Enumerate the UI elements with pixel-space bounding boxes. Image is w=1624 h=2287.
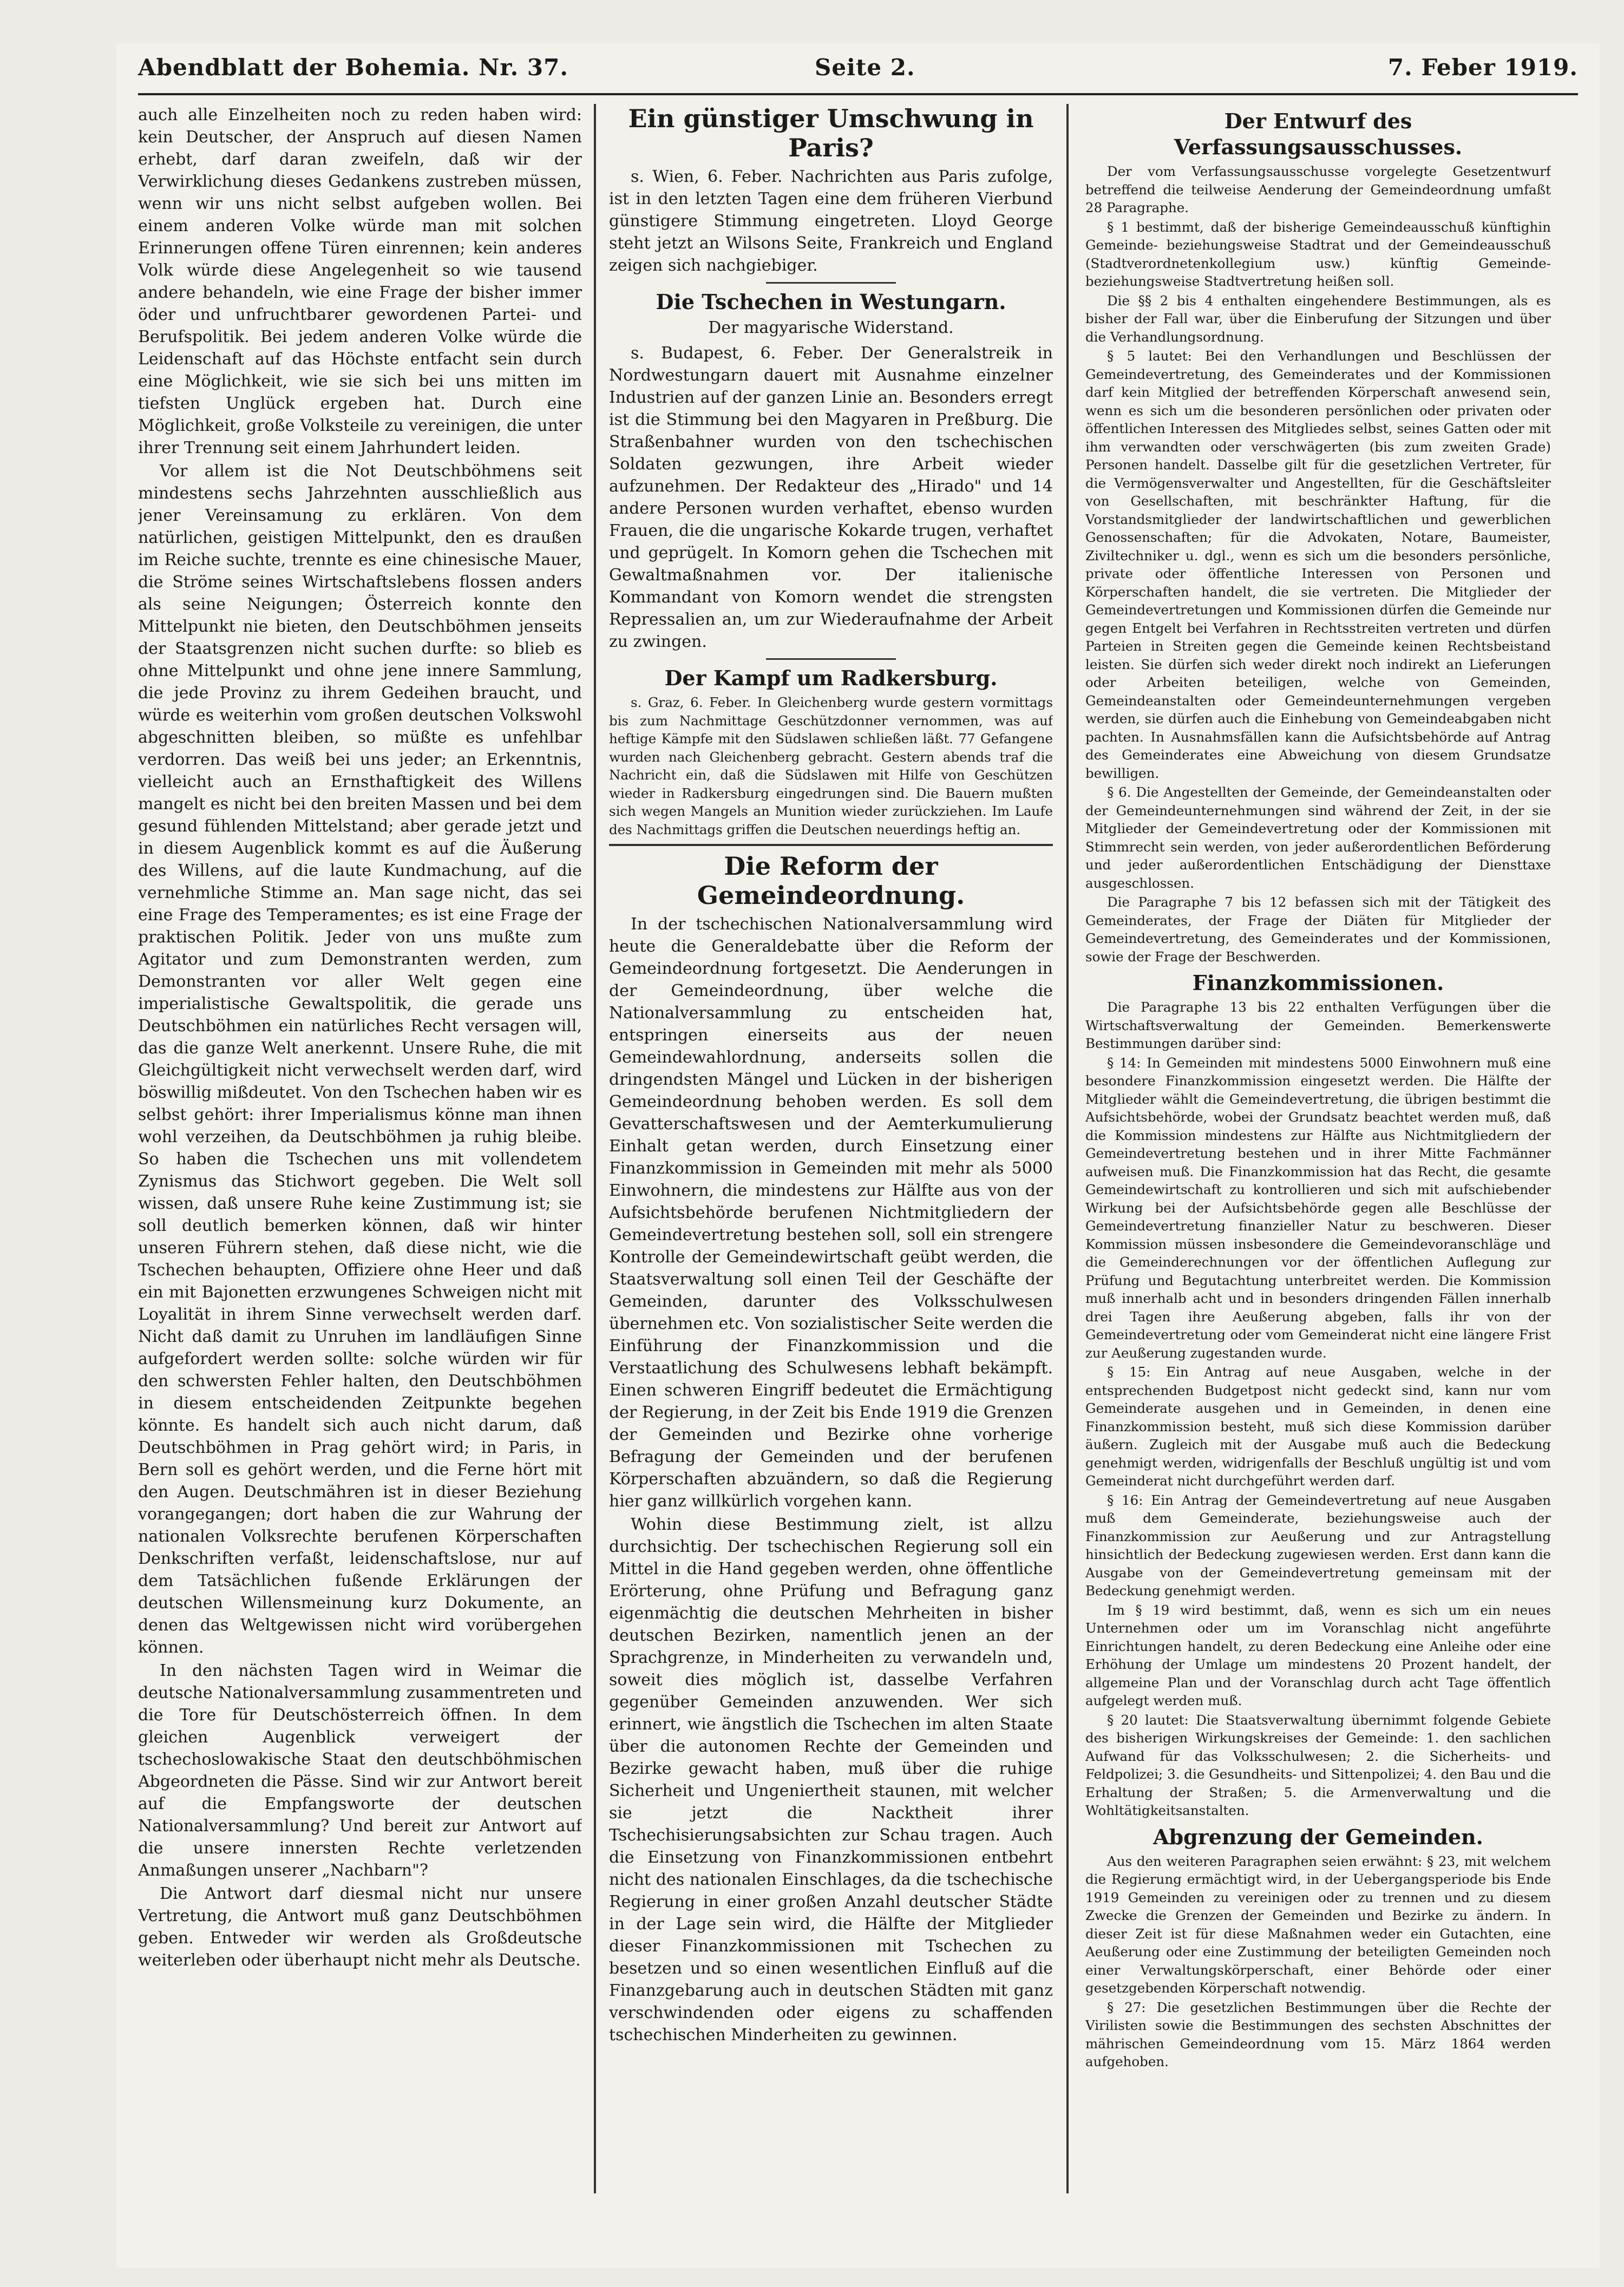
article-paragraph: In den nächsten Tagen wird in Weimar die deutsche Nationalversammlung zusammentreten und die Tore für Deutschösterreich öffnen. In dem gleichen Augenblick verweigert der tschechoslowakische Staat den deutschböhmischen Abgeordneten die Pässe. Sind wir zur Antwort bereit auf die Empfangsworte der deutschen Nationalversammlung? Und bereit zur Antwort auf die unsere innersten Rechte verletzenden Anmaßungen unserer „Nachbarn"?: [138, 1661, 582, 1880]
article-continuation-paragraph: auch alle Einzelheiten noch zu reden haben wird: kein Deutscher, der Anspruch auf diesen Namen erhebt, darf daran zweifeln, daß wir der Verwirklichung dieses Gedankens zustreben müssen, wenn wir uns nicht selbst aufgeben wollen. Bei einem anderen Volke würde man mit solchen Erinnerungen offene Türen einrennen; kein anderes Volk würde diese Angelegenheit so wie tausend andere behandeln, wie eine Frage der bisher immer öder und unfruchtbarer gewordenen Partei- und Berufspolitik. Bei jedem anderen Volke würde die Leidenschaft auf das Höchste entfacht sein durch eine Möglichkeit, wie sie sich bei uns mitten im tiefsten Unglück ergeben hat. Durch eine Möglichkeit, große Volksteile zu vereinigen, die unter ihrer Trennung seit einem Jahrhundert leiden.: [138, 106, 582, 457]
article-paragraph: § 27: Die gesetzlichen Bestimmungen über die Rechte der Virilisten sowie die Bestimmungen des sechsten Abschnittes der mährischen Gemeindeordnung vom 15. März 1864 werden aufgehoben.: [1085, 1999, 1551, 2069]
article-paragraph: Der vom Verfassungsausschusse vorgelegte Gesetzentwurf betreffend die teilweise Aenderung der Gemeindeordnung umfaßt 28 Paragraphe.: [1085, 163, 1551, 215]
headline-finanzkommissionen: Finanzkommissionen.: [1192, 971, 1444, 995]
article-paragraph: Aus den weiteren Paragraphen seien erwähnt: § 23, mit welchem die Regierung ermächtigt wird, in der Uebergangsperiode bis Ende 1919 Gemeinden zu vereinigen oder zu trennen und zu diesem Zwecke die Grenzen der Gemeinden und Bezirke zu ändern. In dieser Zeit ist für diese Maßnahmen weder ein Gutachten, eine Aeußerung oder eine Zustimmung der beteiligten Gemeinden noch einer Verwaltungskörperschaft, einer Behörde oder einer gesetzgebenden Körperschaft notwendig.: [1085, 1853, 1551, 1996]
issue-date: 7. Feber 1919.: [1387, 54, 1578, 81]
headline-radkersburg: Der Kampf um Radkersburg.: [664, 666, 998, 690]
column-2: [609, 104, 1053, 2193]
article-paragraph: § 14: In Gemeinden mit mindestens 5000 Einwohnern muß eine besondere Finanzkommission eingesetzt werden. Die Hälfte der Mitglieder wählt die Gemeindevertretung, die übrigen bestimmt die Aufsichtsbehörde, wobei der Grundsatz beachtet werden muß, daß die Kommission mindestens zur Hälfte aus Nichtmitgliedern der Gemeindevertretung bestehen und in ihrer Mitte Fachmänner aufweisen muß. Die Finanzkommission hat das Recht, die gesamte Gemeindewirtschaft zu kontrollieren und sich mit aufschiebender Wirkung bei der Aufsichtsbehörde gegen alle Beschlüsse der Gemeindevertretung finanzieller Natur zu beschweren. Dieser Kommission müssen insbesondere die Gemeindevoranschläge und die Gemeinderechnungen vor der öffentlichen Auflegung zur Prüfung und Begutachtung unterbreitet werden. Die Kommission muß innerhalb acht und in besonders dringenden Fällen innerhalb drei Tagen ihre Aeußerung abgeben, falls ihr von der Gemeindevertretung oder vom Gemeinderat nicht eine längere Frist zur Aeußerung zugestanden wurde.: [1085, 1054, 1551, 1361]
headline-verfassungsausschuss: Der Entwurf des Verfassungsausschusses.: [1174, 109, 1463, 159]
article-westungarn-text: s. Budapest, 6. Feber. Der Generalstreik in Nordwestungarn dauert mit Ausnahme einzelner Industrien auf der ganzen Linie an. Besonders erregt ist die Stimmung bei den Magyaren in Preßburg. Die Straßenbahner wurden von den tschechischen Soldaten gezwungen, ihre Arbeit wieder aufzunehmen. Der Redakteur des „Hirado" und 14 andere Personen wurden verhaftet, ebenso wurden Frauen, die die ungarische Kokarde trugen, verhaftet und geprügelt. In Komorn gehen die Tschechen mit Gewaltmaßnahmen vor. Der italienische Kommandant von Komorn wendet die strengsten Repressalien an, um zur Wiederaufnahme der Arbeit zu zwingen.: [609, 344, 1053, 651]
subheadline-westungarn: Der magyarische Widerstand.: [708, 318, 954, 337]
page-header: [138, 54, 1578, 92]
column-3: [1085, 104, 1551, 2193]
masthead-left: Abendblatt der Bohemia. Nr. 37.: [138, 54, 568, 81]
column-divider: [1066, 104, 1069, 2193]
article-paragraph: § 15: Ein Antrag auf neue Ausgaben, welche in der entsprechenden Budgetpost nicht gedeckt sind, kann nur vom Gemeinderate ausgehen und in Gemeinden, in denen eine Finanzkommission besteht, muß sich diese Kommission darüber äußern. Zugleich mit der Ausgabe muß auch die Bedeckung genehmigt werden, widrigenfalls der Beschluß ungültig ist und vom Gemeinderat nicht durchgeführt werden darf.: [1085, 1364, 1551, 1489]
page-number: Seite 2.: [815, 54, 915, 81]
article-paragraph: Im § 19 wird bestimmt, daß, wenn es sich um ein neues Unternehmen oder um im Voranschlag nicht angeführte Einrichtungen handelt, zu deren Bedeckung eine Anleihe oder eine Erhöhung der Umlage um mindestens 20 Prozent handelt, der allgemeine Plan und der Voranschlag durch acht Tage öffentlich aufgelegt werden muß.: [1085, 1602, 1551, 1708]
article-paragraph: Vor allem ist die Not Deutschböhmens seit mindestens sechs Jahrzehnten ausschließlich aus jener Vereinsamung zu erklären. Von dem natürlichen, geistigen Mittelpunkt, den es draußen im Reiche suchte, trennte es eine chinesische Mauer, die Ströme seines Wirtschaftslebens flossen anders als seine Neigungen; Österreich konnte den Mittelpunkt nie bieten, den Deutschböhmen jenseits der Staatsgrenzen nicht suchen durfte: so blieb es ohne Mittelpunkt und ohne jene innere Sammlung, die jede Provinz zu ihrem Gedeihen braucht, und würde es weiterhin vom großen deutschen Volkswohl abgeschnitten bleiben, so müßte es unfehlbar verdorren. Das weiß bei uns jeder; an Erkenntnis, vielleicht auch an Ernsthaftigkeit des Willens mangelt es nicht bei den breiten Massen und bei dem gesund fühlenden Mittelstand; aber gerade jetzt und in diesem Augenblick kommt es auf die Äußerung des Willens, auf die laute Kundmachung, auf die vernehmliche Stimme an. Man sage nicht, das sei eine Frage des Temperamentes; es ist eine Frage der praktischen Politik. Jeder von uns mußte zum Agitator und zum Demonstranten werden, zum Demonstranten vor aller Welt gegen eine imperialistische Gewaltspolitik, die gerade uns Deutschböhmen ein natürliches Recht versagen will, das die ganze Welt anerkennt. Unsere Ruhe, die mit Gleichgültigkeit nicht verwechselt werden darf, wird böswillig mißdeutet. Von den Tschechen haben wir es selbst gehört: ihrer Imperialismus könne man ihnen wohl verzeihen, da Deutschböhmen ja ruhig bleibe. So haben die Tschechen uns mit vollendetem Zynismus das Stichwort gegeben. Die Welt soll wissen, daß unsere Ruhe keine Zustimmung ist; sie soll deutlich bemerken können, daß wir hinter unseren Führern stehen, daß diese nicht, wie die Tschechen behaupten, Offiziere ohne Heer und daß ein mit Bajonetten erzwungenes Schweigen nicht mit Loyalität in ihrem Sinne verwechselt werden darf. Nicht daß damit zu Unruhen im landläufigen Sinne aufgefordert werden sollte: solche würden wir für den schwersten Fehler halten, den Deutschböhmen in diesem entscheidenden Zeitpunkte begehen könnte. Es handelt sich auch nicht darum, daß Deutschböhmen in Prag gehört wird; in Paris, in Bern soll es gehört werden, und die Ferne hört mit den Augen. Deutschmähren ist in dieser Beziehung vorangegangen; dort haben die zur Wahrung der nationalen Volksrechte berufenen Körperschaften Denkschriften verfaßt, leidenschaftslose, nur auf dem Tatsächlichen fußende Erklärungen der deutschen Willensmeinung kurz Dokumente, an denen das Weltgewissen nicht wird vorübergehen können.: [138, 462, 582, 1657]
headline-gemeindeordnung: Die Reform der Gemeindeordnung.: [697, 851, 965, 910]
separator: [609, 844, 1053, 846]
article-paragraph: Die Antwort darf diesmal nicht nur unsere Vertretung, die Antwort muß ganz Deutschböhmen geben. Entweder wir werden als Großdeutsche weiterleben oder überhaupt nicht mehr als Deutsche.: [138, 1884, 582, 1970]
article-paragraph: § 1 bestimmt, daß der bisherige Gemeindeausschuß künftighin Gemeinde- beziehungsweise Stadtrat und der Gemeindeausschuß (Stadtverordnetenkollegium usw.) künftig Gemeinde- beziehungsweise Stadtvertretung heißen soll.: [1085, 219, 1551, 289]
header-rule: [138, 93, 1578, 95]
article-paragraph: Die Paragraphe 13 bis 22 enthalten Verfügungen über die Wirtschaftsverwaltung der Gemeinden. Bemerkenswerte Bestimmungen darüber sind:: [1085, 999, 1551, 1051]
article-paragraph: § 5 lautet: Bei den Verhandlungen und Beschlüssen der Gemeindevertretung, des Gemeinderates und der Kommissionen darf kein Mitglied der betreffenden Körperschaft anwesend sein, wenn es sich um die besonderen persönlichen oder privaten oder öffentlichen Interessen des Mitgliedes selbst, seines Gatten oder mit ihm verwandten oder verschwägerten (bis zum zweiten Grade) Personen handelt. Dasselbe gilt für die gesetzlichen Vertreter, für die Vermögensverwalter und Angestellten, für die Geschäftsleiter von Gesellschaften, mit beschränkter Haftung, für die Vorstandsmitglieder der landwirtschaftlichen und gewerblichen Genossenschaften; für die Advokaten, Notare, Baumeister, Ziviltechniker u. dgl., wenn es sich um die besonders persönliche, private oder öffentliche Interessen von Personen und Körperschaften handelt, die sie vertreten. Die Mitglieder der Gemeindevertretungen und Kommissionen dürfen die Gemeinde nur gegen Entgelt bei Verfahren in Rechtsstreiten vertreten und dürfen Parteien in Streiten gegen die Gemeinde keinen Rechtsbeistand leisten. Sie dürfen sich weder direkt noch indirekt an Lieferungen oder Arbeiten beteiligen, welche von Gemeinden, Gemeindeanstalten oder Gemeindeunternehmungen vergeben werden, sie dürfen auch die Einhebung von Gemeindeabgaben nicht pachten. In Ausnahmsfällen kann die Aufsichtsbehörde auf Antrag des Gemeinderates eine Abweichung von diesem Grundsatze bewilligen.: [1085, 348, 1551, 781]
separator: [766, 658, 896, 660]
article-paragraph: Die §§ 2 bis 4 enthalten eingehendere Bestimmungen, als es bisher der Fall war, über die Einberufung der Sitzungen und über die Verhandlungsordnung.: [1085, 292, 1551, 345]
article-paragraph: § 16: Ein Antrag der Gemeindevertretung auf neue Ausgaben muß dem Gemeinderate, beziehungsweise auch der Finanzkommission zur Aeußerung und zur Antragstellung hinsichtlich der Bedeckung zugewiesen werden. Erst dann kann die Ausgabe von der Gemeindevertretung gemeinsam mit der Bedeckung genehmigt werden.: [1085, 1492, 1551, 1598]
newspaper-page: [116, 43, 1600, 2268]
article-radkersburg-text: s. Graz, 6. Feber. In Gleichenberg wurde gestern vormittags bis zum Nachmittage Geschützdonner vernommen, was auf heftige Kämpfe mit den Südslawen schließen läßt. 77 Gefangene wurden nach Gleichenberg gebracht. Gestern abends traf die Nachricht ein, daß die Südslawen mit Hilfe von Geschützen wieder in Radkersburg eingedrungen sind. Die Bauern mußten sich wegen Mangels an Munition wieder zurückziehen. Im Laufe des Nachmittags griffen die Deutschen neuerdings heftig an.: [609, 694, 1053, 837]
headline-abgrenzung: Abgrenzung der Gemeinden.: [1153, 1824, 1483, 1849]
headline-paris: Ein günstiger Umschwung in Paris?: [628, 104, 1034, 162]
article-paragraph: § 6. Die Angestellten der Gemeinde, der Gemeindeanstalten oder der Gemeindeunternehmungen sind während der Zeit, in der sie Mitglieder der Gemeindevertretung oder der Kommissionen mit Stimmrecht sein werden, von jeder außerordentlichen Beförderung und jeder außerordentlichen Entschädigung der Diensttaxe ausgeschlossen.: [1085, 784, 1551, 891]
article-paragraph: Die Paragraphe 7 bis 12 befassen sich mit der Tätigkeit des Gemeinderates, der Frage der Diäten für Mitglieder der Gemeindevertretung, des Gemeinderates und der Kommissionen, sowie der Frage der Beschwerden.: [1085, 894, 1551, 965]
article-paris-text: s. Wien, 6. Feber. Nachrichten aus Paris zufolge, ist in den letzten Tagen eine dem früheren Vierbund günstigere Stimmung eingetreten. Lloyd George steht jetzt an Wilsons Seite, Frankreich und England zeigen sich nachgiebiger.: [609, 167, 1053, 275]
article-paragraph: § 20 lautet: Die Staatsverwaltung übernimmt folgende Gebiete des bisherigen Wirkungskreises der Gemeinde: 1. den sachlichen Aufwand für das Volksschulwesen; 2. die Sicherheits- und Feldpolizei; 3. die Gesundheits- und Sittenpolizei; 4. den Bau und die Erhaltung der Straßen; 5. die Armenverwaltung und die Wohltätigkeitsanstalten.: [1085, 1712, 1551, 1818]
separator: [766, 282, 896, 284]
headline-westungarn: Die Tschechen in Westungarn.: [656, 290, 1006, 314]
column-divider: [594, 104, 596, 2193]
article-paragraph: Wohin diese Bestimmung zielt, ist allzu durchsichtig. Der tschechischen Regierung soll ein Mittel in die Hand gegeben werden, ohne öffentliche Erörterung, ohne Prüfung und Befragung ganz eigenmächtig die deutschen Mehrheiten in bisher deutschen Bezirken, namentlich jenen an der Sprachgrenze, in Minderheiten zu verwandeln und, soweit dies möglich ist, dasselbe Verfahren gegenüber Gemeinden anzuwenden. Wer sich erinnert, wie ängstlich die Tschechen im alten Staate über die autonomen Rechte der Gemeinden und Bezirke gewacht haben, muß über die ruhige Sicherheit und Ungeniertheit staunen, mit welcher sie jetzt die Nacktheit ihrer Tschechisierungsabsichten zur Schau tragen. Auch die Einsetzung von Finanzkommissionen entbehrt nicht des nationalen Einschlages, da die tschechische Regierung in einer großen Anzahl deutscher Städte in der Lage sein wird, die Hälfte der Mitglieder dieser Finanzkommissionen mit Tschechen zu besetzen und so einen wesentlichen Einfluß auf die Finanzgebarung auch in deutschen Städten mit ganz verschwindenden oder eigens zu schaffenden tschechischen Minderheiten zu gewinnen.: [609, 1515, 1053, 2044]
column-1: [138, 104, 582, 2193]
article-paragraph: In der tschechischen Nationalversammlung wird heute die Generaldebatte über die Reform der Gemeindeordnung fortgesetzt. Die Aenderungen in der Gemeindeordnung, über welche die Nationalversammlung zu entscheiden hat, entspringen einerseits aus der neuen Gemeindewahlordnung, anderseits sollen die dringendsten Mängel und Lücken in der bisherigen Gemeindeordnung behoben werden. Es soll dem Gevatterschaftswesen und der Aemterkumulierung Einhalt getan werden, durch Einsetzung einer Finanzkommission in Gemeinden mit mehr als 5000 Einwohnern, die mindestens zur Hälfte aus von der Aufsichtsbehörde berufenen Nichtmitgliedern der Gemeindevertretung bestehen soll, soll ein strengere Kontrolle der Gemeindewirtschaft geübt werden, die Staatsverwaltung soll einen Teil der Geschäfte der Gemeinden, darunter des Volksschulwesen übernehmen etc. Von sozialistischer Seite werden die Einführung der Finanzkommission und die Verstaatlichung des Schulwesens lebhaft bekämpft. Einen schweren Eingriff bedeutet die Ermächtigung der Regierung, in der Zeit bis Ende 1919 die Grenzen der Gemeinden und Bezirke ohne vorherige Befragung der Gemeinden und der berufenen Körperschaften abzuändern, so daß die Regierung hier ganz willkürlich vorgehen kann.: [609, 915, 1053, 1511]
